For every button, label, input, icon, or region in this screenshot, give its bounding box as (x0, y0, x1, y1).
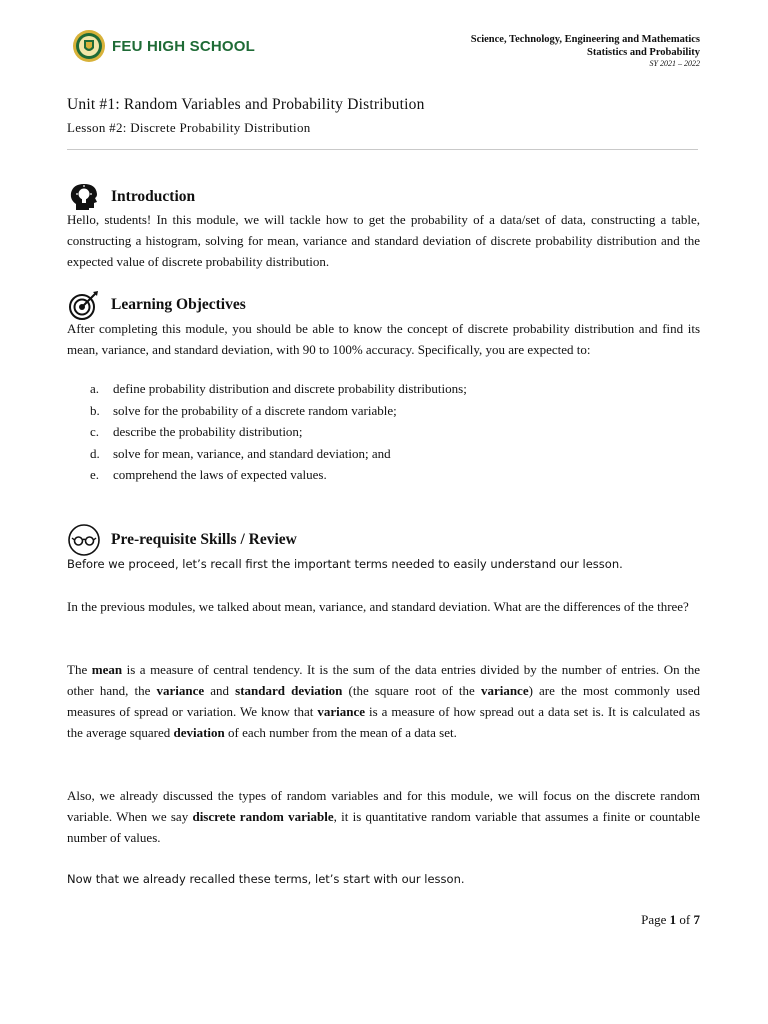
list-item: c. describe the probability distribution; (90, 424, 303, 439)
school-name: FEU HIGH SCHOOL (112, 37, 256, 55)
page-number: Page 1 of 7 (641, 912, 700, 927)
list-item: b. solve for the probability of a discrete random variable; (90, 402, 397, 418)
review-paragraph-2: In the previous modules, we talked about mean, variance, and standard deviation. What are the differences of the three? (67, 599, 689, 614)
list-item: e. comprehend the laws of expected values. (90, 467, 327, 482)
objectives-heading (67, 288, 246, 322)
header-divider (67, 149, 698, 150)
school-year: SY 2021 – 2022 (649, 59, 700, 68)
review-title: Pre-requisite Skills / Review (111, 531, 297, 548)
school-logo (72, 29, 255, 63)
strand-name: Science, Technology, Engineering and Mathematics (470, 34, 700, 45)
header-info (471, 34, 700, 69)
objectives-list (90, 378, 467, 486)
introduction-text: Hello, students! In this module, we will tackle how to get the probability of a data/set of data, constructing a table, constructing a histogram, solving for mean, variance and standard deviation of discrete probability distribution and the expected value of discrete probability distribution. (67, 212, 700, 269)
review-closing: Now that we already recalled these terms, let’s start with our lesson. (67, 872, 465, 886)
list-item: d. solve for mean, variance, and standard deviation; and (90, 445, 391, 461)
lesson-title: Lesson #2: Discrete Probability Distribution (67, 120, 311, 135)
school-seal-icon (72, 29, 106, 63)
review-paragraph-4: Also, we already discussed the types of random variables and for this module, we will focus on the discrete random variable. When we say discrete random variable, it is quantitative random variable that assumes a finite or countable number of values. (67, 788, 700, 845)
list-item: a. define probability distribution and discrete probability distributions; (90, 381, 467, 396)
objectives-title: Learning Objectives (111, 296, 246, 313)
objectives-intro: After completing this module, you should be able to know the concept of discrete probability distribution and find its mean, variance, and standard deviation, with 90 to 100% accuracy. Specifically, you are expected to: (67, 321, 700, 357)
introduction-title: Introduction (111, 188, 196, 205)
unit-title: Unit #1: Random Variables and Probability Distribution (67, 96, 425, 113)
target-icon (67, 288, 101, 322)
glasses-icon (67, 523, 101, 557)
review-paragraph-3: The mean is a measure of central tendency. It is the sum of the data entries divided by the number of entries. On the other hand, the variance and standard deviation (the square root of the variance) are the most commonly used measures of spread or variation. We know that variance is a measure of how spread out a data set is. It is calculated as the average squared deviation of each number from the mean of a data set. (67, 662, 701, 740)
review-intro: Before we proceed, let’s recall first the important terms needed to easily understand our lesson. (67, 557, 623, 571)
subject-name: Statistics and Probability (587, 46, 700, 58)
review-heading (67, 523, 297, 557)
